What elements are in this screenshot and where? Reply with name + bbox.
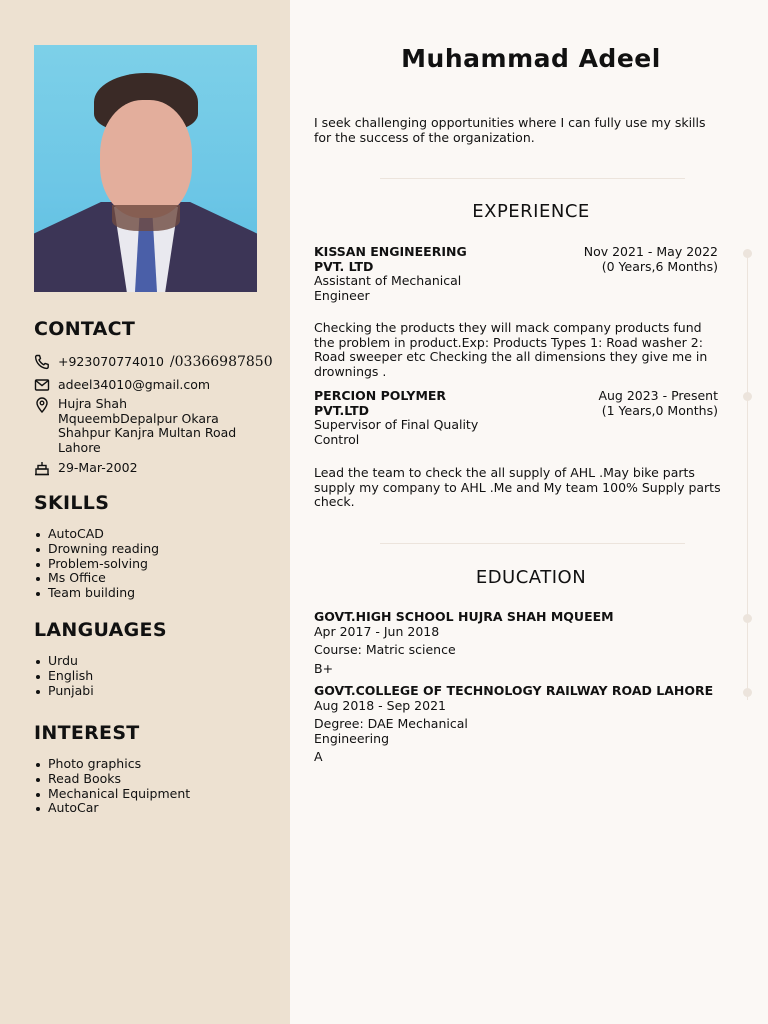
- education-detail: Degree: DAE Mechanical Engineering: [314, 716, 468, 746]
- job-duration: (0 Years,6 Months): [601, 258, 718, 274]
- phone-number[interactable]: +923070774010: [58, 354, 164, 369]
- job-role: Supervisor of Final Quality Control: [314, 417, 479, 447]
- education-heading: EDUCATION: [475, 567, 587, 588]
- email-address[interactable]: adeel34010@gmail.com: [58, 377, 211, 392]
- summary-text: I seek challenging opportunities where I can fully use my skills for the success of the organization.: [314, 115, 706, 145]
- list-item: Punjabi: [34, 684, 94, 699]
- education-entry: [314, 684, 724, 765]
- list-item: Photo graphics: [34, 757, 190, 772]
- contact-address-row: [34, 397, 248, 455]
- job-entry: [314, 245, 718, 385]
- job-dates: [518, 389, 718, 418]
- list-item: Team building: [34, 586, 159, 601]
- job-entry: [314, 388, 721, 514]
- job-dates: [518, 245, 718, 274]
- job-company: KISSAN ENGINEERING PVT. LTD: [314, 244, 467, 274]
- education-school: GOVT.HIGH SCHOOL HUJRA SHAH MQUEEM: [314, 609, 614, 624]
- list-item: Drowning reading: [34, 542, 159, 557]
- birth-date: 29-Mar-2002: [58, 460, 138, 475]
- list-item: AutoCAD: [34, 527, 159, 542]
- address: Hujra Shah MqueembDepalpur Okara Shahpur Kanjra Multan Road Lahore: [58, 396, 237, 455]
- job-duration: (1 Years,0 Months): [601, 402, 718, 418]
- education-school: GOVT.COLLEGE OF TECHNOLOGY RAILWAY ROAD LAHORE: [314, 683, 714, 698]
- languages-heading: LANGUAGES: [34, 619, 167, 641]
- contact-email-row: [34, 377, 210, 393]
- list-item: Problem-solving: [34, 557, 159, 572]
- job-role: Assistant of Mechanical Engineer: [314, 273, 462, 303]
- phone-icon: [34, 354, 52, 370]
- job-date-range: Nov 2021 - May 2022: [583, 244, 718, 259]
- list-item: AutoCar: [34, 801, 190, 816]
- contact-phone-row: [34, 354, 273, 370]
- languages-list: [34, 654, 94, 698]
- phone-number-alt[interactable]: /03366987850: [169, 354, 273, 370]
- timeline-dot: [743, 688, 752, 697]
- job-company: PERCION POLYMER PVT.LTD: [314, 388, 447, 418]
- divider: [380, 543, 685, 544]
- job-description: Checking the products they will mack company products fund the problem in product.Exp: Products Types 1: Road washer 2: Road sweeper etc Checking the all dimensions they give me in drownings .: [314, 320, 708, 379]
- interest-list: [34, 757, 190, 816]
- education-entry: [314, 610, 724, 676]
- timeline-dot: [743, 614, 752, 623]
- education-detail: Course: Matric science: [314, 642, 456, 658]
- interest-heading: INTEREST: [34, 722, 140, 744]
- sidebar: [0, 0, 290, 1024]
- education-grade: B+: [314, 660, 334, 676]
- list-item: Read Books: [34, 772, 190, 787]
- skills-list: [34, 527, 159, 601]
- list-item: Mechanical Equipment: [34, 787, 190, 802]
- list-item: Urdu: [34, 654, 94, 669]
- profile-photo: [34, 45, 257, 292]
- job-date-range: Aug 2023 - Present: [598, 388, 718, 403]
- timeline-line: [747, 252, 748, 700]
- contact-heading: CONTACT: [34, 318, 136, 340]
- experience-heading: EXPERIENCE: [472, 201, 590, 222]
- timeline-dot: [743, 249, 752, 258]
- birthday-cake-icon: [34, 460, 52, 476]
- location-pin-icon: [34, 397, 52, 413]
- education-dates: Aug 2018 - Sep 2021: [314, 697, 446, 713]
- list-item: English: [34, 669, 94, 684]
- education-grade: A: [314, 749, 323, 765]
- list-item: Ms Office: [34, 571, 159, 586]
- job-description: Lead the team to check the all supply of AHL .May bike parts supply my company to AHL .Me and My team 100% Supply parts check.: [314, 465, 721, 510]
- timeline-dot: [743, 392, 752, 401]
- skills-heading: SKILLS: [34, 492, 110, 514]
- divider: [380, 178, 685, 179]
- candidate-name: Muhammad Adeel: [401, 44, 661, 73]
- mail-icon: [34, 377, 52, 393]
- education-dates: Apr 2017 - Jun 2018: [314, 623, 440, 639]
- contact-birthday-row: [34, 460, 138, 476]
